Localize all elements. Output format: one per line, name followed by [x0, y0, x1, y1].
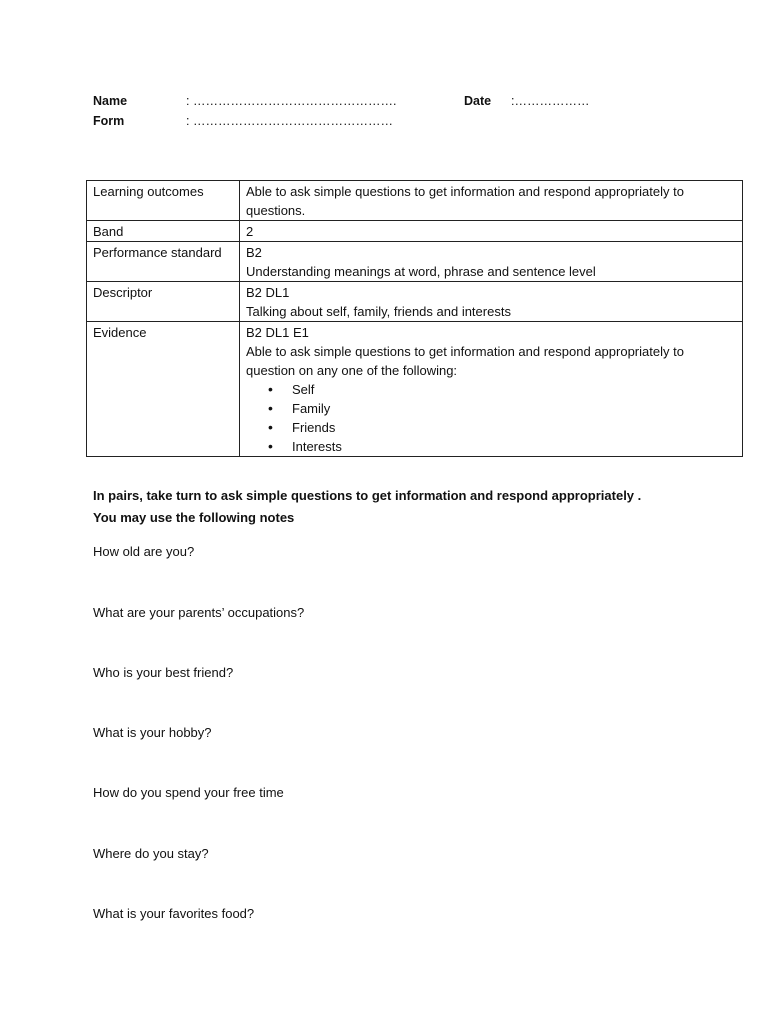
- band-label: Band: [87, 221, 240, 242]
- evidence-cell: [240, 322, 743, 457]
- question-item: What is your favorites food?: [93, 906, 255, 921]
- evidence-list: [246, 380, 736, 456]
- form-label: Form: [93, 114, 125, 128]
- performance-standard-label: Performance standard: [87, 242, 240, 282]
- evidence-code: B2 DL1 E1: [246, 325, 309, 340]
- evidence-label: Evidence: [87, 322, 240, 457]
- question-item: How old are you?: [93, 544, 195, 559]
- table-row: [87, 242, 743, 282]
- learning-outcomes-label: Learning outcomes: [87, 181, 240, 221]
- date-field[interactable]: :………………: [511, 94, 590, 108]
- table-row: [87, 221, 743, 242]
- list-item: • Friends: [268, 418, 736, 437]
- name-label: Name: [93, 94, 128, 108]
- descriptor-text: Talking about self, family, friends and interests: [246, 304, 511, 319]
- descriptor-code: B2 DL1: [246, 285, 290, 300]
- performance-standard-code: B2: [246, 245, 262, 260]
- form-field[interactable]: : …………………………………………: [186, 114, 393, 128]
- list-item: • Self: [268, 380, 736, 399]
- question-item: Where do you stay?: [93, 846, 209, 861]
- name-field[interactable]: : ………………………………………….: [186, 94, 397, 108]
- question-item: What is your hobby?: [93, 725, 212, 740]
- performance-standard-cell: [240, 242, 743, 282]
- descriptor-cell: [240, 282, 743, 322]
- question-item: Who is your best friend?: [93, 665, 234, 680]
- question-item: How do you spend your free time: [93, 785, 284, 800]
- evidence-text: Able to ask simple questions to get information and respond appropriately to question on any one of the following:: [246, 344, 684, 378]
- table-row: [87, 322, 743, 457]
- performance-standard-text: Understanding meanings at word, phrase and sentence level: [246, 264, 596, 279]
- learning-rubric-table: [86, 180, 743, 457]
- date-label: Date: [464, 94, 492, 108]
- table-row: [87, 282, 743, 322]
- table-row: [87, 181, 743, 221]
- instruction-line-1: In pairs, take turn to ask simple questions to get information and respond appropriately .: [93, 488, 642, 503]
- list-item: • Family: [268, 399, 736, 418]
- band-value: 2: [240, 221, 743, 242]
- descriptor-label: Descriptor: [87, 282, 240, 322]
- question-item: What are your parents’ occupations?: [93, 605, 305, 620]
- list-item: • Interests: [268, 437, 736, 456]
- learning-outcomes-value: Able to ask simple questions to get information and respond appropriately to questions.: [240, 181, 743, 221]
- instruction-line-2: You may use the following notes: [93, 510, 295, 525]
